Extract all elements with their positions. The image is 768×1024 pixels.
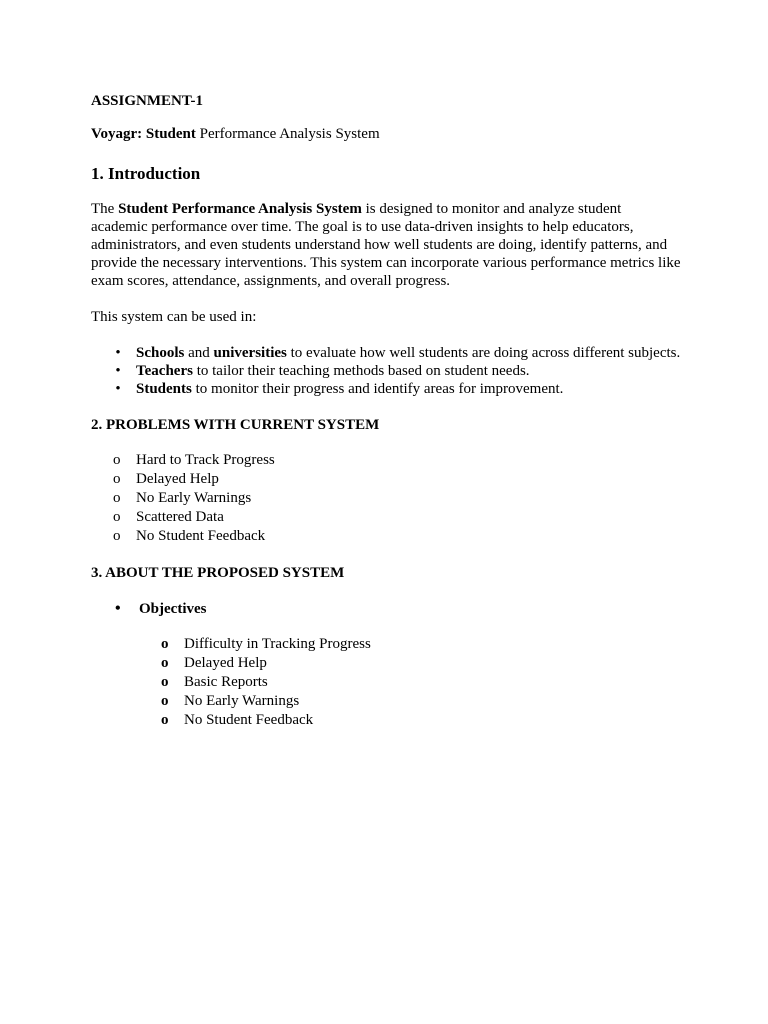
use-universities: universities [213, 345, 287, 361]
use-and: and [184, 345, 214, 361]
use-students: Students [136, 381, 192, 397]
circle-bullet-icon: o [161, 693, 169, 709]
problem-text: No Early Warnings [136, 490, 252, 506]
circle-bullet-icon: o [161, 636, 169, 652]
circle-bullet-icon: o [113, 452, 121, 468]
list-item [91, 508, 681, 527]
circle-bullet-icon: o [161, 674, 169, 690]
list-item [91, 635, 681, 654]
problem-text: Hard to Track Progress [136, 452, 275, 468]
objectives-label: Objectives [139, 601, 207, 617]
list-item [91, 451, 681, 470]
intro-paragraph [91, 200, 681, 290]
use-schools: Schools [136, 345, 185, 361]
list-item [91, 527, 681, 546]
uses-list [91, 344, 681, 398]
circle-bullet-icon: o [113, 490, 121, 506]
objective-text: Basic Reports [184, 674, 268, 690]
intro-text-rest: is designed to monitor and analyze student academic performance over time. The goal is to use data-driven insights to help educators, administrators, and even students understand how well students are doing, identify patterns, and provide the necessary interventions. This system can incorporate various performance metrics like exam scores, attendance, assignments, and overall progress. [91, 201, 681, 289]
use-teachers-text: to tailor their teaching methods based on student needs. [192, 363, 530, 379]
problem-text: Scattered Data [136, 509, 224, 525]
use-teachers: Teachers [136, 363, 193, 379]
list-item [91, 362, 681, 380]
problems-list [91, 451, 681, 546]
bullet-icon: • [115, 345, 121, 361]
used-in-paragraph: This system can be used in: [91, 309, 257, 325]
list-item [91, 673, 681, 692]
intro-heading: 1. Introduction [91, 164, 201, 183]
document-title-bold: Voyagr: Student [91, 126, 196, 142]
bullet-icon: • [115, 363, 121, 379]
objectives-list [91, 635, 681, 730]
intro-text-start: The [91, 201, 119, 217]
document-title [91, 125, 681, 143]
problem-text: Delayed Help [136, 471, 219, 487]
document-page [91, 92, 681, 730]
list-item [91, 489, 681, 508]
objective-text: No Student Feedback [184, 712, 314, 728]
intro-system-name: Student Performance Analysis System [118, 201, 362, 217]
circle-bullet-icon: o [113, 509, 121, 525]
bullet-icon: • [115, 381, 121, 397]
assignment-title: ASSIGNMENT-1 [91, 93, 203, 109]
objective-text: Delayed Help [184, 655, 267, 671]
bullet-icon: • [115, 600, 121, 617]
objectives-item [91, 600, 681, 618]
proposed-heading: 3. ABOUT THE PROPOSED SYSTEM [91, 565, 345, 581]
problem-text: No Student Feedback [136, 528, 266, 544]
objective-text: Difficulty in Tracking Progress [184, 636, 371, 652]
list-item [91, 692, 681, 711]
circle-bullet-icon: o [113, 471, 121, 487]
list-item [91, 654, 681, 673]
use-students-text: to monitor their progress and identify areas for improvement. [191, 381, 564, 397]
circle-bullet-icon: o [161, 655, 169, 671]
list-item [91, 344, 681, 362]
problems-heading: 2. PROBLEMS WITH CURRENT SYSTEM [91, 417, 380, 433]
use-schools-text: to evaluate how well students are doing across different subjects. [286, 345, 681, 361]
list-item [91, 711, 681, 730]
document-title-rest: Performance Analysis System [195, 126, 380, 142]
circle-bullet-icon: o [161, 712, 169, 728]
list-item [91, 470, 681, 489]
list-item [91, 380, 681, 398]
objective-text: No Early Warnings [184, 693, 300, 709]
circle-bullet-icon: o [113, 528, 121, 544]
